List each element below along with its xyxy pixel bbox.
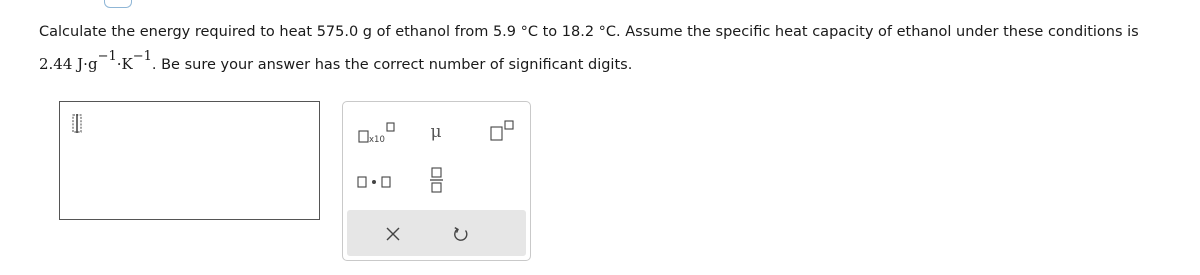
svg-text:x10: x10 [369, 135, 385, 145]
instruction-text: . Be sure your answer has the correct number of significant digits. [151, 57, 633, 73]
undo-button[interactable] [448, 222, 474, 246]
heat-capacity-value: 2.44 J·g [39, 55, 98, 73]
micro-button[interactable] [419, 120, 453, 144]
multiply-dot-button[interactable] [357, 172, 397, 192]
undo-icon [453, 226, 469, 242]
exponent-k: −1 [132, 49, 152, 64]
collapse-chevron-button[interactable] [104, 0, 132, 8]
superscript-button[interactable] [483, 118, 523, 144]
x10-superscript-icon [357, 122, 399, 146]
x10-power-button[interactable] [357, 122, 399, 146]
dot-multiply-icon [357, 172, 397, 192]
keypad-action-row [347, 210, 526, 256]
exponent-g: −1 [97, 49, 117, 64]
text-cursor-icon [72, 114, 82, 133]
superscript-icon [487, 119, 519, 143]
mu-symbol: μ [430, 122, 442, 142]
answer-input[interactable] [59, 101, 320, 220]
question-line-1: Calculate the energy required to heat 575.0 g of ethanol from 5.9 °C to 18.2 °C. Assume the specific heat capacity of ethanol under these conditions is [39, 24, 1139, 40]
question-line-2 [39, 49, 633, 76]
clear-button[interactable] [381, 223, 405, 245]
fraction-icon [430, 167, 444, 193]
x-icon [386, 227, 400, 241]
fraction-button[interactable] [426, 166, 448, 194]
math-keypad [342, 101, 531, 261]
unit-kelvin: ·K [116, 55, 133, 73]
